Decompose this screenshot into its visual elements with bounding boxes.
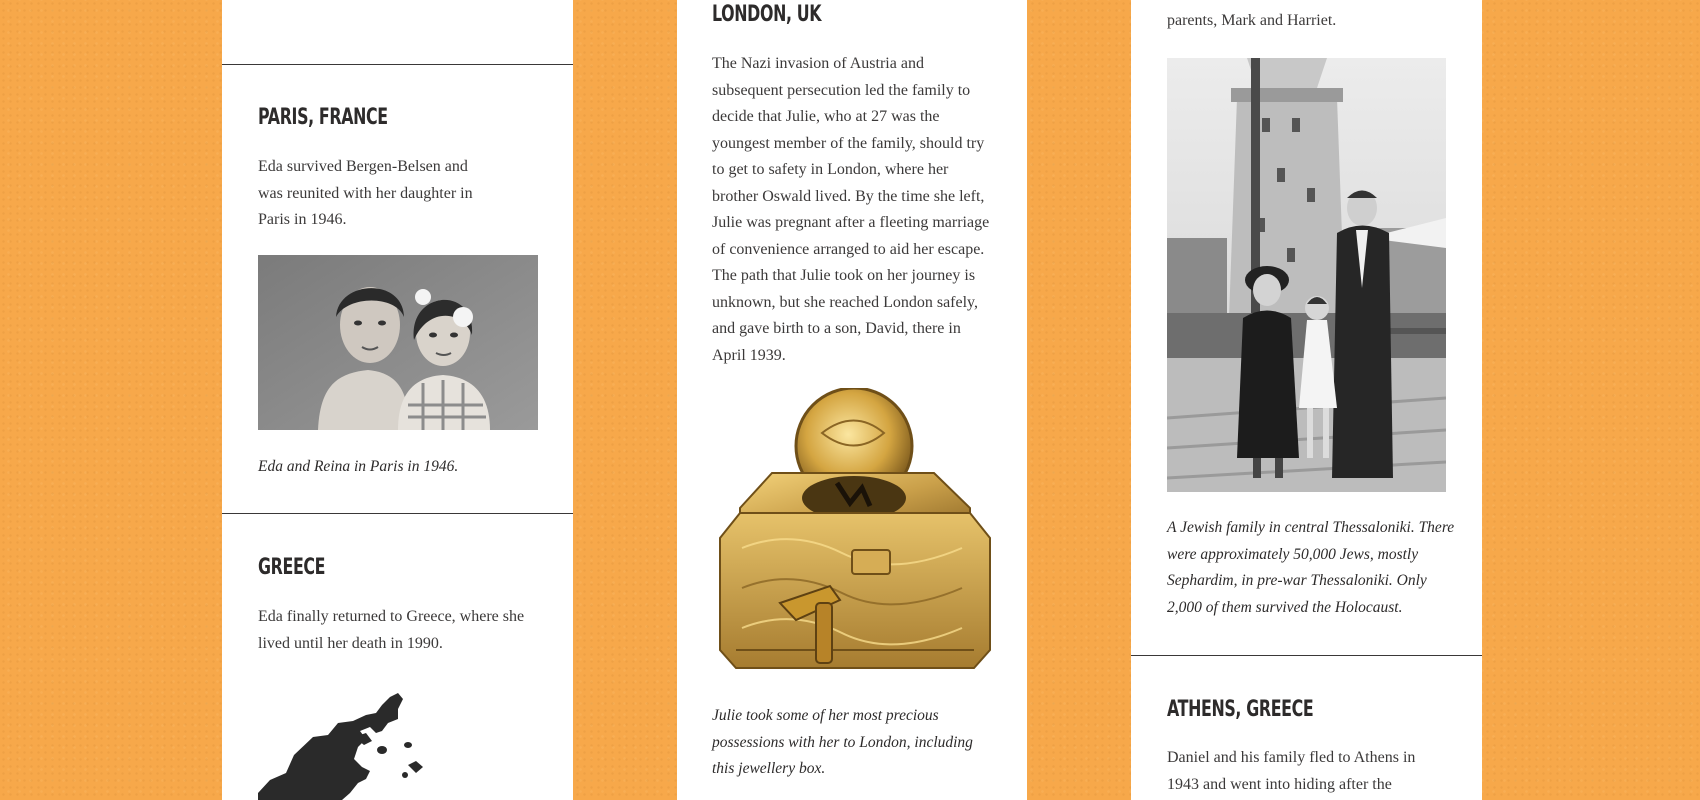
section-heading-paris: PARIS, FRANCE <box>258 105 388 130</box>
section-body-paris: Eda survived Bergen-Belsen and was reunited with her daughter in Paris in 1946. <box>258 158 473 228</box>
section-heading-london: LONDON, UK <box>712 2 822 27</box>
section-body-london: The Nazi invasion of Austria and subsequent persecution led the family to decide that Julie, who at 27 was the youngest member of the family, should try to get to safety in London, where her brother Oswald lived. By the time she left, Julie was pregnant after a fleeting marriage of convenience arranged to aid her escape. The path that Julie took on her journey is unknown, but she reached London safely, and gave birth to a son, David, there in April 1939. <box>712 55 990 364</box>
section-heading-greece: GREECE <box>258 555 326 580</box>
photo-caption-thessaloniki: A Jewish family in central Thessaloniki. There were approximately 50,000 Jews, mostly Sephardim, in pre-war Thessaloniki. Only 2,000 of them survived the Holocaust. <box>1167 519 1455 616</box>
section-body-greece: Eda finally returned to Greece, where she lived until her death in 1990. <box>258 608 525 652</box>
section-divider <box>222 513 573 514</box>
section-heading-athens: ATHENS, GREECE <box>1167 697 1314 722</box>
section-body-athens: Daniel and his family fled to Athens in 1943 and went into hiding after the <box>1167 749 1416 793</box>
section-body-thessaloniki-end: parents, Mark and Harriet. <box>1167 12 1337 29</box>
greece-map-icon <box>258 675 468 800</box>
timeline-column-middle <box>677 0 1027 800</box>
section-divider <box>1131 655 1482 656</box>
photo-jewish-family-thessaloniki <box>1167 58 1446 492</box>
photo-caption-london: Julie took some of her most precious possessions with her to London, including this jewellery box. <box>712 707 973 777</box>
timeline-column-right <box>1131 0 1482 800</box>
photo-caption-paris: Eda and Reina in Paris in 1946. <box>258 458 459 475</box>
photo-eda-and-reina <box>258 255 538 430</box>
jewellery-box-image <box>712 388 994 680</box>
timeline-column-left <box>222 0 573 800</box>
section-divider <box>222 64 573 65</box>
